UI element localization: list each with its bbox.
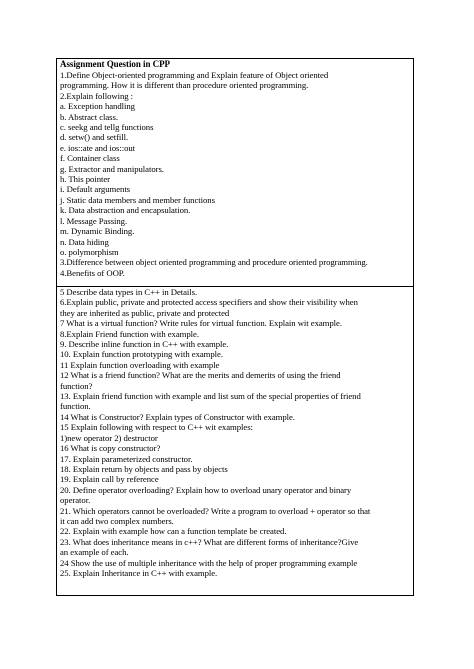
- question-line: c. seekg and tellg functions: [60, 122, 154, 133]
- question-line: o. polymorphism: [60, 246, 119, 257]
- question-line: 25. Explain Inheritance in C++ with example.: [60, 567, 218, 578]
- question-line: 10. Explain function prototyping with example.: [60, 349, 223, 360]
- question-line: d. setw() and setfill.: [60, 132, 129, 143]
- question-line: 19. Explain call by reference: [60, 474, 159, 485]
- question-line: 9. Describe inline function in C++ with example.: [60, 339, 229, 350]
- question-line: 22. Explain with example how can a function template be created.: [60, 526, 287, 537]
- table-cell-bottom: [57, 287, 413, 595]
- question-line: 11 Explain function overloading with example: [60, 359, 220, 370]
- question-line: 6.Explain public, private and protected access specifiers and show their visibility when: [60, 297, 358, 308]
- question-line: 14 What is Constructor? Explain types of Constructor with example.: [60, 411, 295, 422]
- table-cell-top: [57, 59, 413, 286]
- question-line: g. Extractor and manipulators.: [60, 163, 164, 174]
- question-line: f. Container class: [60, 153, 120, 164]
- question-line: they are inherited as public, private and protected: [60, 307, 230, 318]
- question-line: 12 What is a friend function? What are the merits and demerits of using the friend: [60, 370, 341, 381]
- question-line: 5 Describe data types in C++ in Details.: [60, 287, 198, 297]
- question-line: 15 Explain following with respect to C++ wit examples:: [60, 422, 253, 433]
- question-line: 7 What is a virtual function? Write rules for virtual function. Explain wit example.: [60, 318, 342, 329]
- question-line: 2.Explain following :: [60, 90, 134, 101]
- question-line: k. Data abstraction and encapsulation.: [60, 205, 191, 216]
- question-line: an example of each.: [60, 547, 129, 558]
- assignment-table: [56, 58, 414, 596]
- question-line: 16 What is copy constructor?: [60, 443, 161, 454]
- question-line: 24 Show the use of multiple inheritance with the help of proper programming example: [60, 557, 358, 568]
- question-line: 8.Explain Friend function with example.: [60, 328, 199, 339]
- question-line: 1.Define Object-oriented programming and Explain feature of Object oriented: [60, 70, 329, 80]
- question-line: 17. Explain parameterized constructor.: [60, 453, 193, 464]
- question-line: b. Abstract class.: [60, 111, 118, 122]
- question-line: i. Default arguments: [60, 184, 131, 195]
- question-line: j. Static data members and member functions: [60, 194, 215, 205]
- question-line: n. Data hiding: [60, 236, 109, 247]
- question-line: 18. Explain return by objects and pass by objects: [60, 463, 228, 474]
- question-line: 20. Define operator overloading? Explain how to overload unary operator and binary: [60, 484, 352, 495]
- question-line: h. This pointer: [60, 174, 111, 185]
- question-line: it can add two complex numbers.: [60, 515, 174, 526]
- question-line: 4.Benefits of OOP.: [60, 267, 125, 278]
- question-line: e. ios::ate and ios::out: [60, 142, 136, 153]
- question-line: programming. How it is different than procedure oriented programming.: [60, 80, 309, 91]
- question-line: 21. Which operators cannot be overloaded? Write a program to overload + operator so that: [60, 505, 371, 516]
- document-title: Assignment Question in CPP: [60, 59, 170, 69]
- question-line: function?: [60, 380, 93, 391]
- question-line: l. Message Passing.: [60, 215, 128, 226]
- question-line: function.: [60, 401, 91, 412]
- question-line: 3.Difference between object oriented programming and procedure oriented programming.: [60, 257, 368, 268]
- question-line: operator.: [60, 495, 91, 506]
- question-line: 1)new operator 2) destructor: [60, 432, 158, 443]
- question-line: 13. Explain friend function with example and list sum of the special properties of friend: [60, 391, 361, 402]
- question-line: 23. What does inheritance means in c++? What are different forms of inheritance?Give: [60, 536, 359, 547]
- question-line: a. Exception handling: [60, 101, 135, 112]
- question-line: m. Dynamic Binding.: [60, 226, 135, 237]
